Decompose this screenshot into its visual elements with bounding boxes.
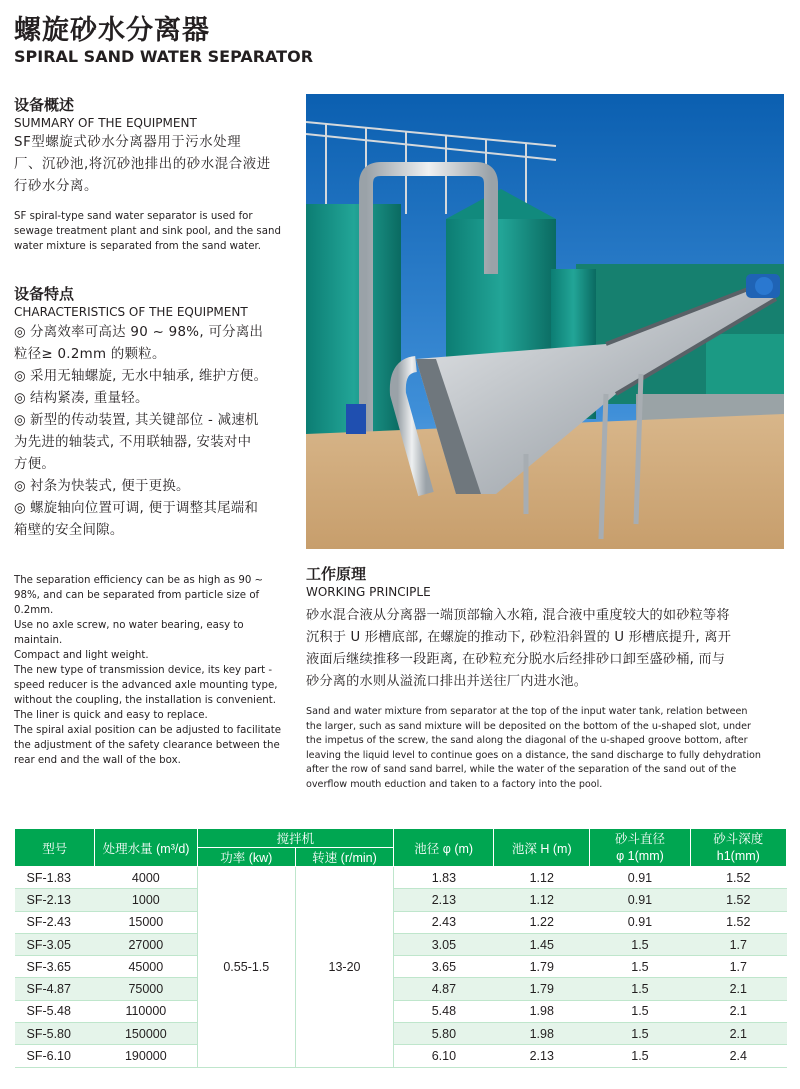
feature-en-line: the adjustment of the safety clearance between the <box>14 740 280 751</box>
table-row <box>15 978 787 1000</box>
working-heading-cn: 工作原理 <box>306 565 367 583</box>
cell-depth: 1.79 <box>494 956 590 978</box>
th-power: 功率 (kw) <box>197 848 295 867</box>
cell-model: SF-6.10 <box>15 1045 95 1067</box>
cell-model: SF-4.87 <box>15 978 95 1000</box>
feature-en-line: Use no axle screw, no water bearing, easy to <box>14 620 244 631</box>
cell-diameter: 3.05 <box>394 933 494 955</box>
cell-hopper_h: 2.1 <box>690 1023 786 1045</box>
feature-item <box>14 454 296 476</box>
working-en-line: leaving the liquid level to continue goes on a distance, the sand discharge to fully dehydration <box>306 749 761 761</box>
cell-hopper_d: 0.91 <box>590 867 690 889</box>
bullet-icon: ◎ <box>14 413 26 428</box>
feature-en-line: 98%, and can be separated from particle size of <box>14 590 260 601</box>
cell-diameter: 3.65 <box>394 956 494 978</box>
cell-model: SF-3.05 <box>15 933 95 955</box>
table-row <box>15 1045 787 1067</box>
summary-en-line: SF spiral-type sand water separator is used for <box>14 211 253 222</box>
summary-text-cn <box>14 132 294 198</box>
working-en-line: overflow mouth eduction and taken to a factory into the pool. <box>306 778 603 790</box>
table-row <box>15 889 787 911</box>
feature-en-line: The liner is quick and easy to replace. <box>14 710 208 721</box>
cell-hopper_d: 0.91 <box>590 889 690 911</box>
working-en-line: the impetus of the screw, the sand along the diagonal of the u-shaped groove bottom, after <box>306 735 748 746</box>
cell-diameter: 4.87 <box>394 978 494 1000</box>
feature-item <box>14 322 296 344</box>
feature-text: 分离效率可高达 90 ~ 98%, 可分离出 <box>30 325 264 340</box>
spec-table <box>14 828 787 1068</box>
feature-en-line: The spiral axial position can be adjusted to facilitate <box>14 725 281 736</box>
cell-capacity: 27000 <box>95 933 197 955</box>
cell-model: SF-5.80 <box>15 1023 95 1045</box>
cell-hopper_d: 0.91 <box>590 911 690 933</box>
cell-hopper_h: 1.52 <box>690 867 786 889</box>
feature-text: 为先进的轴装式, 不用联轴器, 安装对中 <box>14 435 252 450</box>
cell-depth: 1.98 <box>494 1000 590 1022</box>
page-title-en: SPIRAL SAND WATER SEPARATOR <box>14 47 314 66</box>
table-row <box>15 911 787 933</box>
summary-en-line: water mixture is separated from the sand water. <box>14 241 261 252</box>
bullet-icon: ◎ <box>14 479 26 494</box>
cell-depth: 1.22 <box>494 911 590 933</box>
working-text-cn <box>306 605 786 693</box>
th-hopper-depth <box>690 829 786 867</box>
feature-text: 结构紧凑, 重量轻。 <box>30 391 149 406</box>
cell-capacity: 190000 <box>95 1045 197 1067</box>
working-text-en <box>306 705 786 792</box>
equipment-photo <box>306 94 784 549</box>
cell-diameter: 1.83 <box>394 867 494 889</box>
table-row <box>15 867 787 889</box>
feature-item <box>14 520 296 542</box>
cell-diameter: 2.13 <box>394 889 494 911</box>
feature-en-line: maintain. <box>14 635 63 646</box>
cell-model: SF-1.83 <box>15 867 95 889</box>
summary-cn-line: 行砂水分离。 <box>14 179 98 194</box>
cell-hopper_d: 1.5 <box>590 1023 690 1045</box>
cell-hopper_h: 1.52 <box>690 889 786 911</box>
cell-diameter: 2.43 <box>394 911 494 933</box>
page-title-cn: 螺旋砂水分离器 <box>14 15 210 46</box>
cell-depth: 1.12 <box>494 867 590 889</box>
cell-capacity: 75000 <box>95 978 197 1000</box>
feature-en-line: without the coupling, the installation is convenient. <box>14 695 276 706</box>
characteristics-heading-en: CHARACTERISTICS OF THE EQUIPMENT <box>14 305 248 319</box>
spec-table-body <box>15 867 787 1068</box>
cell-hopper_d: 1.5 <box>590 978 690 1000</box>
cell-capacity: 45000 <box>95 956 197 978</box>
feature-text: 箱壁的安全间隙。 <box>14 523 124 538</box>
feature-item <box>14 432 296 454</box>
feature-en-list <box>14 573 296 768</box>
th-depth: 池深 H (m) <box>494 829 590 867</box>
cell-model: SF-5.48 <box>15 1000 95 1022</box>
summary-section <box>14 94 294 254</box>
summary-text-en <box>14 209 294 254</box>
cell-hopper_h: 1.7 <box>690 956 786 978</box>
bullet-icon: ◎ <box>14 325 26 340</box>
summary-en-line: sewage treatment plant and sink pool, and the sand <box>14 226 281 237</box>
feature-text: 新型的传动装置, 其关键部位 - 减速机 <box>30 413 259 428</box>
th-diameter: 池径 φ (m) <box>394 829 494 867</box>
cell-hopper_h: 2.4 <box>690 1045 786 1067</box>
bullet-icon: ◎ <box>14 391 26 406</box>
cell-diameter: 6.10 <box>394 1045 494 1067</box>
working-heading-en: WORKING PRINCIPLE <box>306 585 431 599</box>
feature-text: 衬条为快装式, 便于更换。 <box>30 479 190 494</box>
cell-model: SF-2.13 <box>15 889 95 911</box>
summary-heading-en: SUMMARY OF THE EQUIPMENT <box>14 116 197 130</box>
feature-item <box>14 410 296 432</box>
working-cn-line: 砂水混合液从分离器一端顶部输入水箱, 混合液中重度较大的如砂粒等将 <box>306 608 730 623</box>
feature-en-line: rear end and the wall of the box. <box>14 755 181 766</box>
table-row <box>15 1000 787 1022</box>
feature-en-line: Compact and light weight. <box>14 650 149 661</box>
feature-text: 粒径≥ 0.2mm 的颗粒。 <box>14 347 166 362</box>
bullet-icon: ◎ <box>14 369 26 384</box>
th-hopper-depth-l1: 砂斗深度 <box>713 831 764 846</box>
cell-diameter: 5.80 <box>394 1023 494 1045</box>
th-hopper-diameter-l1: 砂斗直径 <box>614 831 665 846</box>
characteristics-heading-cn: 设备特点 <box>14 285 75 303</box>
cell-speed: 13-20 <box>295 867 393 1068</box>
cell-depth: 1.12 <box>494 889 590 911</box>
feature-item <box>14 388 296 410</box>
th-hopper-depth-l2: h1(mm) <box>716 848 760 863</box>
th-hopper-diameter-l2: φ 1(mm) <box>616 848 664 863</box>
bullet-icon: ◎ <box>14 501 26 516</box>
cell-model: SF-3.65 <box>15 956 95 978</box>
feature-en-line: 0.2mm. <box>14 605 54 616</box>
cell-capacity: 110000 <box>95 1000 197 1022</box>
feature-en-line: The new type of transmission device, its key part - <box>14 665 273 676</box>
working-section <box>306 563 786 792</box>
working-en-line: the larger, such as sand mixture will be deposited on the bottom of the u-shaped slot, under <box>306 720 751 732</box>
cell-capacity: 15000 <box>95 911 197 933</box>
feature-item <box>14 476 296 498</box>
cell-model: SF-2.43 <box>15 911 95 933</box>
cell-depth: 1.79 <box>494 978 590 1000</box>
feature-text: 方便。 <box>14 457 56 472</box>
table-row <box>15 933 787 955</box>
summary-cn-line: SF型螺旋式砂水分离器用于污水处理 <box>14 135 242 150</box>
cell-hopper_d: 1.5 <box>590 1000 690 1022</box>
working-cn-line: 沉积于 U 形槽底部, 在螺旋的推动下, 砂粒沿斜置的 U 形槽底提升, 离开 <box>306 630 732 645</box>
cell-hopper_h: 2.1 <box>690 1000 786 1022</box>
th-model: 型号 <box>15 829 95 867</box>
feature-item <box>14 498 296 520</box>
cell-capacity: 4000 <box>95 867 197 889</box>
feature-list <box>14 322 296 542</box>
working-cn-line: 砂分离的水则从溢流口排出并送往厂内进水池。 <box>306 674 588 689</box>
cell-hopper_h: 1.52 <box>690 911 786 933</box>
cell-depth: 1.98 <box>494 1023 590 1045</box>
feature-en-line: The separation efficiency can be as high as 90 ~ <box>14 575 264 586</box>
cell-power: 0.55-1.5 <box>197 867 295 1068</box>
cell-depth: 2.13 <box>494 1045 590 1067</box>
cell-diameter: 5.48 <box>394 1000 494 1022</box>
feature-text: 采用无轴螺旋, 无水中轴承, 维护方便。 <box>30 369 268 384</box>
working-en-line: after the row of sand sand barrel, while the water of the separation of the sand out of the <box>306 764 737 775</box>
cell-hopper_h: 1.7 <box>690 933 786 955</box>
feature-item <box>14 366 296 388</box>
th-capacity: 处理水量 (m³/d) <box>95 829 197 867</box>
th-hopper-diameter <box>590 829 690 867</box>
working-en-line: Sand and water mixture from separator at the top of the input water tank, relation between <box>306 706 748 717</box>
cell-capacity: 150000 <box>95 1023 197 1045</box>
cell-hopper_d: 1.5 <box>590 1045 690 1067</box>
th-speed: 转速 (r/min) <box>295 848 393 867</box>
summary-heading-cn: 设备概述 <box>14 96 75 114</box>
summary-cn-line: 厂、沉砂池,将沉砂池排出的砂水混合液进 <box>14 157 271 172</box>
cell-hopper_d: 1.5 <box>590 933 690 955</box>
table-row <box>15 1023 787 1045</box>
cell-capacity: 1000 <box>95 889 197 911</box>
working-cn-line: 液面后继续推移一段距离, 在砂粒充分脱水后经排砂口卸至盛砂桶, 而与 <box>306 652 726 667</box>
feature-en-line: speed reducer is the advanced axle mounting type, <box>14 680 278 691</box>
cell-depth: 1.45 <box>494 933 590 955</box>
table-row <box>15 956 787 978</box>
feature-item <box>14 344 296 366</box>
characteristics-section <box>14 283 296 542</box>
feature-text: 螺旋轴向位置可调, 便于调整其尾端和 <box>30 501 259 516</box>
cell-hopper_d: 1.5 <box>590 956 690 978</box>
cell-hopper_h: 2.1 <box>690 978 786 1000</box>
th-mixer: 搅拌机 <box>197 829 393 848</box>
characteristics-text-en <box>14 573 296 768</box>
